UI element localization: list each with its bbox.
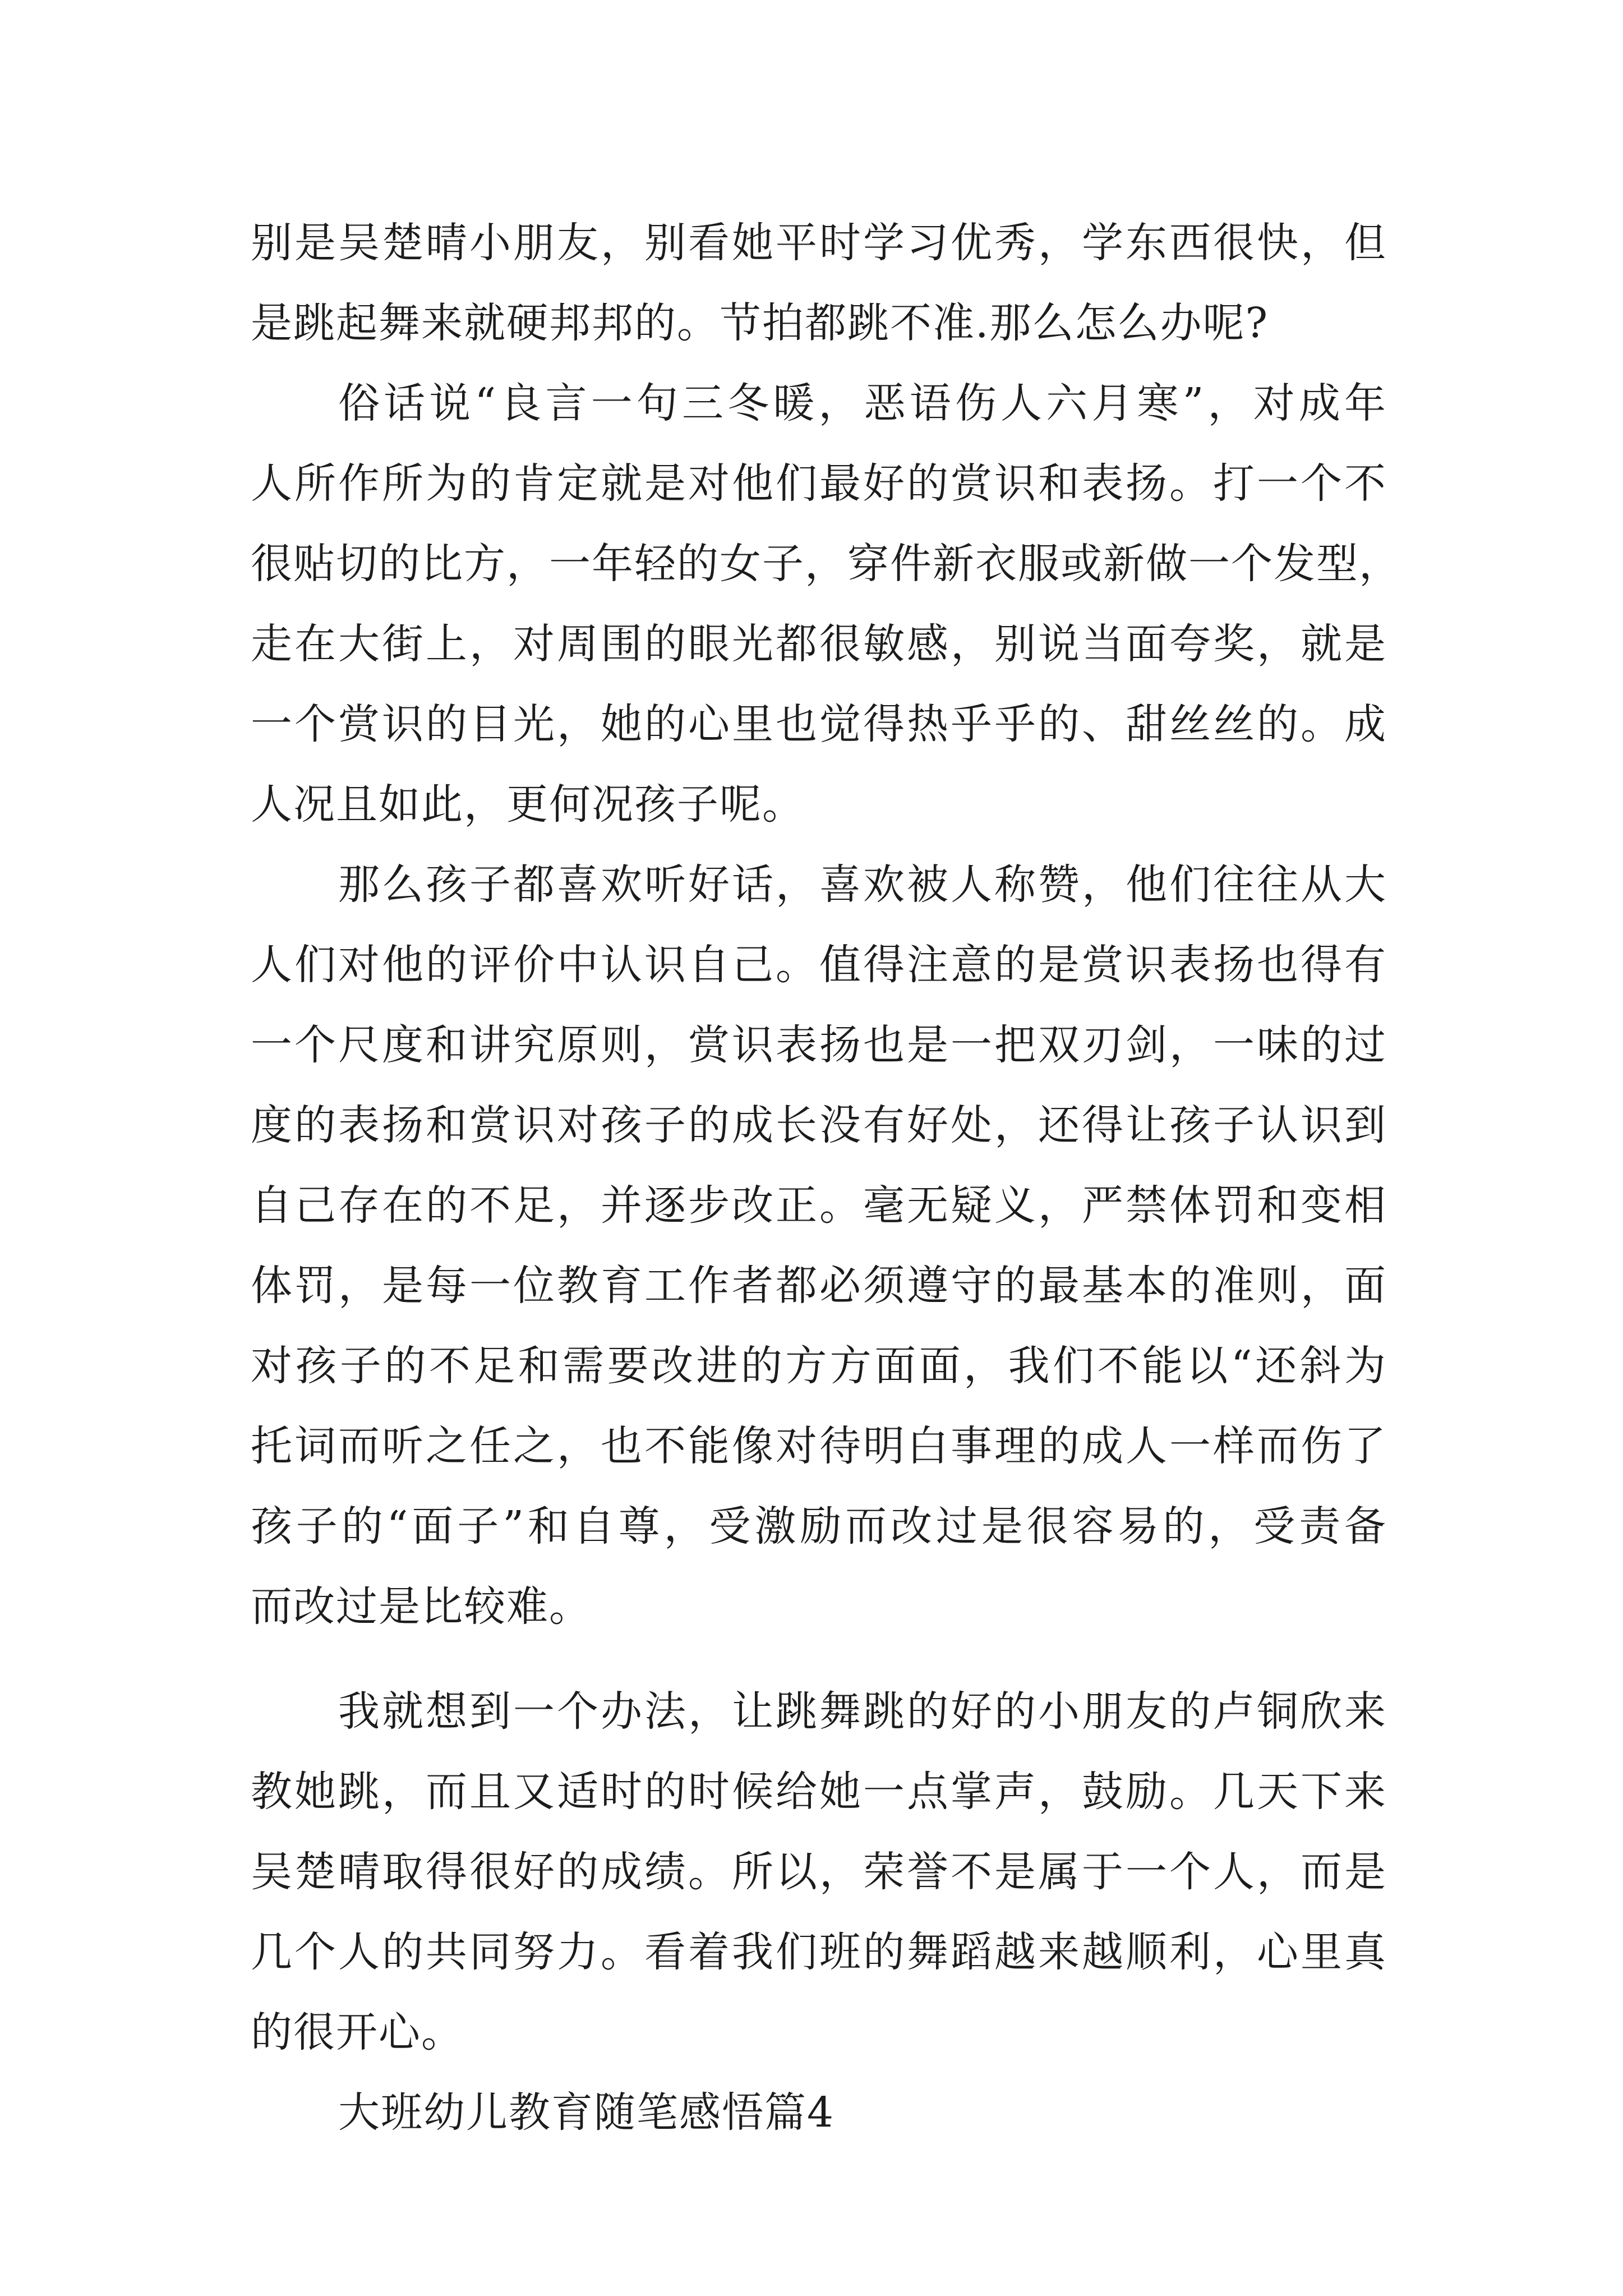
text-line: 人况且如此，更何况孩子呢。 [251, 780, 805, 829]
text-line: 一个尺度和讲究原则，赏识表扬也是一把双刃剑，一味的过 [251, 1021, 1387, 1069]
text-line: 一个赏识的目光，她的心里也觉得热乎乎的、甜丝丝的。成 [251, 700, 1387, 748]
text-line: 俗话说“良言一句三冬暖，恶语伤人六月寒”，对成年 [338, 379, 1387, 427]
text-line: 的很开心。 [251, 2008, 464, 2056]
text-line: 走在大街上，对周围的眼光都很敏感，别说当面夸奖，就是 [251, 620, 1387, 668]
text-line: 体罚，是每一位教育工作者都必须遵守的最基本的准则，面 [251, 1262, 1387, 1310]
text-line: 教她跳，而且又适时的时候给她一点掌声，鼓励。几天下来 [251, 1768, 1387, 1816]
text-line: 那么孩子都喜欢听好话，喜欢被人称赞，他们往往从大 [338, 861, 1387, 909]
text-line: 几个人的共同努力。看着我们班的舞蹈越来越顺利，心里真 [251, 1928, 1387, 1976]
section-heading: 大班幼儿教育随笔感悟篇4 [338, 2088, 835, 2137]
paragraph [251, 203, 1387, 364]
paragraph [251, 1672, 1387, 2073]
text-line: 度的表扬和赏识对孩子的成长没有好处，还得让孩子认识到 [251, 1101, 1387, 1149]
text-line: 对孩子的不足和需要改进的方方面面，我们不能以“还斜为 [251, 1342, 1387, 1390]
paragraph [251, 845, 1387, 1647]
text-line: 孩子的“面子”和自尊，受激励而改过是很容易的，受责备 [251, 1502, 1387, 1550]
text-line: 而改过是比较难。 [251, 1582, 592, 1631]
text-line: 是跳起舞来就硬邦邦的。节拍都跳不准.那么怎么办呢? [251, 299, 1269, 347]
text-line: 托词而听之任之，也不能像对待明白事理的成人一样而伤了 [251, 1422, 1387, 1470]
text-line: 人们对他的评价中认识自己。值得注意的是赏识表扬也得有 [251, 941, 1387, 989]
text-line: 自己存在的不足，并逐步改正。毫无疑义，严禁体罚和变相 [251, 1181, 1387, 1230]
text-line: 人所作所为的肯定就是对他们最好的赏识和表扬。打一个不 [251, 459, 1387, 508]
section-heading-block [251, 2073, 1387, 2153]
text-line: 很贴切的比方，一年轻的女子，穿件新衣服或新做一个发型， [251, 540, 1401, 588]
text-line: 别是吴楚晴小朋友，别看她平时学习优秀，学东西很快，但 [251, 219, 1387, 267]
text-line: 吴楚晴取得很好的成绩。所以，荣誉不是属于一个人，而是 [251, 1848, 1387, 1896]
body-text [251, 203, 1401, 2153]
text-line: 我就想到一个办法，让跳舞跳的好的小朋友的卢铜欣来 [338, 1687, 1387, 1736]
paragraph [251, 364, 1401, 845]
